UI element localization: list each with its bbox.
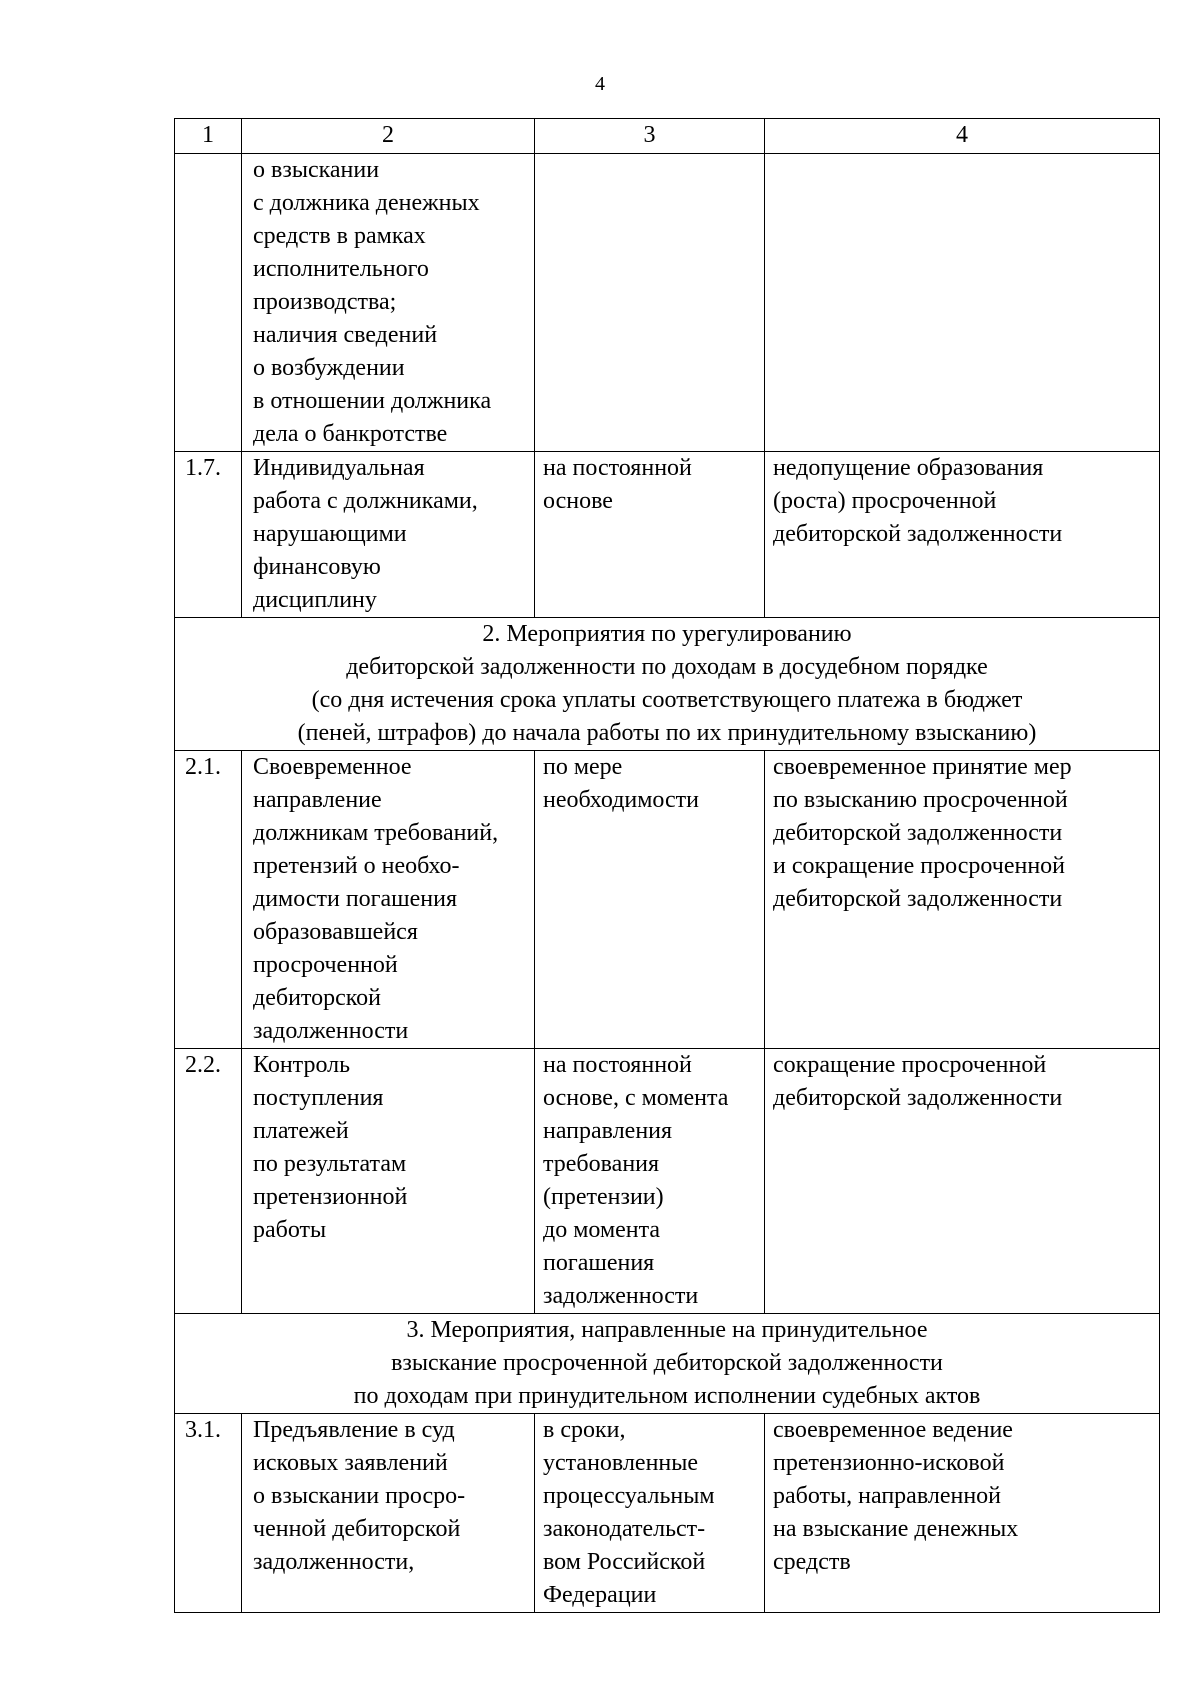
header-col-3: 3 xyxy=(535,119,765,154)
measure-cell: Предъявление в суд исковых заявлений о взыскании просро- ченной дебиторской задолженности, xyxy=(242,1414,535,1613)
measure-cell: Индивидуальная работа с должниками, нарушающими финансовую дисциплину xyxy=(242,452,535,618)
header-col-2: 2 xyxy=(242,119,535,154)
deadline-cell: в сроки, установленные процессуальным законодательст- вом Российской Федерации xyxy=(535,1414,765,1613)
table-row-1-7 xyxy=(175,452,1160,618)
row-number: 3.1. xyxy=(175,1414,242,1613)
table-row-continuation xyxy=(175,154,1160,452)
section-3-header xyxy=(175,1314,1160,1414)
table-row-3-1 xyxy=(175,1414,1160,1613)
result-cell: своевременное ведение претензионно-исковой работы, направленной на взыскание денежных средств xyxy=(765,1414,1160,1613)
row-number: 2.1. xyxy=(175,751,242,1049)
page-number: 4 xyxy=(595,73,605,95)
result-cell: недопущение образования (роста) просроченной дебиторской задолженности xyxy=(765,452,1160,618)
table-row-2-2 xyxy=(175,1049,1160,1314)
measure-cell: о взыскании с должника денежных средств в рамках исполнительного производства; наличия сведений о возбуждении в отношении должника дела о банкротстве xyxy=(242,154,535,452)
section-2-header xyxy=(175,618,1160,751)
result-cell: сокращение просроченной дебиторской задолженности xyxy=(765,1049,1160,1314)
deadline-cell xyxy=(535,154,765,452)
row-number: 1.7. xyxy=(175,452,242,618)
table-row-2-1 xyxy=(175,751,1160,1049)
result-cell: своевременное принятие мер по взысканию просроченной дебиторской задолженности и сокращение просроченной дебиторской задолженности xyxy=(765,751,1160,1049)
deadline-cell: на постоянной основе, с момента направления требования (претензии) до момента погашения задолженности xyxy=(535,1049,765,1314)
header-col-1: 1 xyxy=(175,119,242,154)
result-cell xyxy=(765,154,1160,452)
measures-table xyxy=(174,118,1160,1613)
table-header-row xyxy=(175,119,1160,154)
header-col-4: 4 xyxy=(765,119,1160,154)
row-number xyxy=(175,154,242,452)
section-title: 3. Мероприятия, направленные на принудительное взыскание просроченной дебиторской задолженности по доходам при принудительном исполнении судебных актов xyxy=(175,1314,1160,1414)
measure-cell: Контроль поступления платежей по результатам претензионной работы xyxy=(242,1049,535,1314)
deadline-cell: по мере необходимости xyxy=(535,751,765,1049)
measure-cell: Своевременное направление должникам требований, претензий о необхо- димости погашения образовавшейся просроченной дебиторской задолженности xyxy=(242,751,535,1049)
row-number: 2.2. xyxy=(175,1049,242,1314)
section-title: 2. Мероприятия по урегулированию дебиторской задолженности по доходам в досудебном порядке (со дня истечения срока уплаты соответствующего платежа в бюджет (пеней, штрафов) до начала работы по их принудительному взысканию) xyxy=(175,618,1160,751)
deadline-cell: на постоянной основе xyxy=(535,452,765,618)
